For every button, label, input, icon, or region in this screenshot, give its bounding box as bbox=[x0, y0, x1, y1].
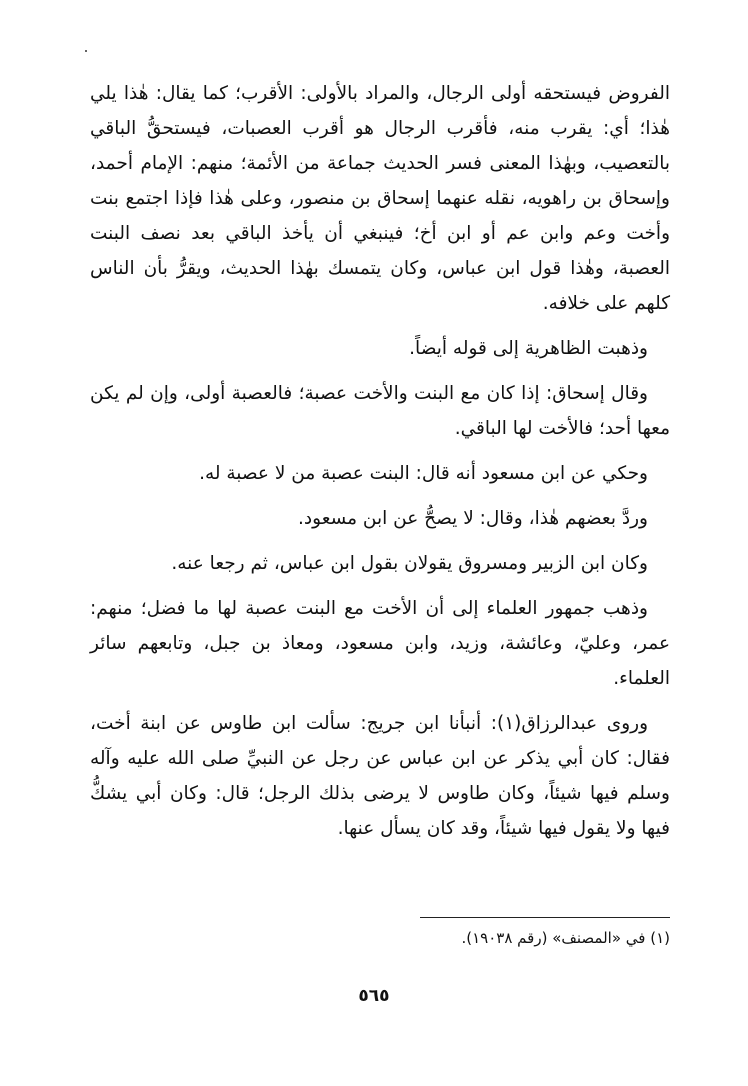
paragraph-3: وقال إسحاق: إذا كان مع البنت والأخت عصبة؛ فالعصبة أولى، وإن لم يكن معها أحد؛ فالأخت لها الباقي. bbox=[90, 383, 670, 439]
paragraph-7: وذهب جمهور العلماء إلى أن الأخت مع البنت عصبة لها ما فضل؛ منهم: عمر، وعليّ، وعائشة، وزيد، وابن مسعود، ومعاذ بن جبل، وتابعهم سائر العلماء. bbox=[90, 598, 670, 689]
corner-dot bbox=[85, 50, 87, 52]
paragraph-1: الفروض فيستحقه أولى الرجال، والمراد بالأولى: الأقرب؛ كما يقال: هٰذا يلي هٰذا؛ أي: يقرب منه، فأقرب الرجال هو أقرب العصبات، فيستحقُّ الباقي بالتعصيب، وبهٰذا المعنى فسر الحديث جماعة من الأئمة؛ منهم: الإمام أحمد، وإسحاق بن راهويه، نقله عنهما إسحاق بن منصور، وعلى هٰذا فإذا اجتمع بنت وأخت وعم وابن عم أو ابن أخ؛ فينبغي أن يأخذ الباقي بعد نصف البنت العصبة، وهٰذا قول ابن عباس، وكان يتمسك بهٰذا الحديث، ويقرُّ بأن الناس كلهم على خلافه. bbox=[90, 83, 670, 314]
main-text bbox=[90, 76, 670, 846]
paragraph-2: وذهبت الظاهرية إلى قوله أيضاً. bbox=[409, 338, 648, 359]
paragraph-5: وردَّ بعضهم هٰذا، وقال: لا يصحُّ عن ابن مسعود. bbox=[298, 508, 648, 529]
footnote-divider bbox=[420, 917, 670, 918]
paragraph-6: وكان ابن الزبير ومسروق يقولان بقول ابن عباس، ثم رجعا عنه. bbox=[171, 553, 648, 574]
paragraph-8: وروى عبدالرزاق(١): أنبأنا ابن جريج: سألت ابن طاوس عن ابنة أخت، فقال: كان أبي يذكر عن ابن عباس عن رجل عن النبيِّ صلى الله عليه وآله وسلم فيها شيئاً، وكان طاوس لا يرضى بذلك الرجل؛ قال: وكان أبي يشكُّ فيها ولا يقول فيها شيئاً، وقد كان يسأل عنها. bbox=[90, 713, 670, 839]
page-number: ٥٦٥ bbox=[358, 986, 390, 1006]
footnote: (١) في «المصنف» (رقم ١٩٠٣٨). bbox=[461, 929, 670, 947]
paragraph-4: وحكي عن ابن مسعود أنه قال: البنت عصبة من لا عصبة له. bbox=[199, 463, 648, 484]
